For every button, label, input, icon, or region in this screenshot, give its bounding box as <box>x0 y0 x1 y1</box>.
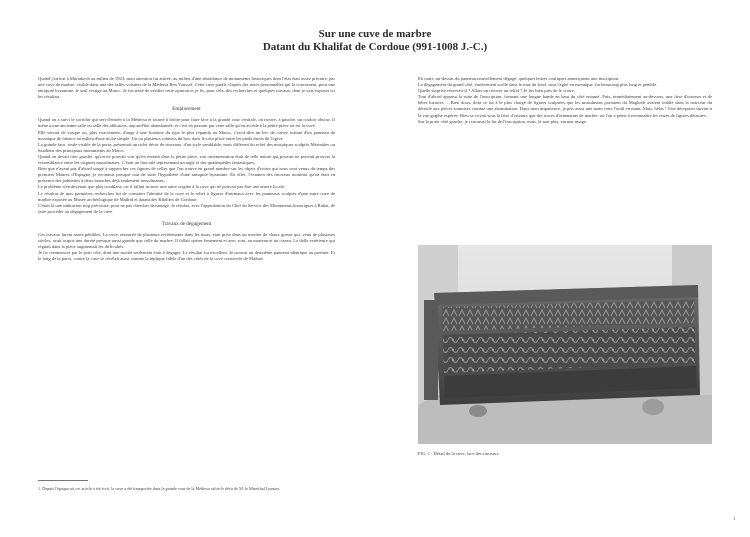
paragraph: Quelle surprise réservait-il ? Allais-on trouver un relief ? Je fus bien près de le croire. <box>418 88 575 94</box>
paragraph: Quand on devait tirer gauche, qu'on ne pouvait voir qu'en entrant dans la petite pièce, son ornementation était de telle nature qui pouvait ne pouvait prouver la ressemblance entre les origines musulmanes. C'était un lion ailé représentant un aigle et des quadrupèdes fantastiques. <box>38 153 335 166</box>
paragraph: Le résultat de mes premières recherches fut de constater l'identité de la cuve et le relief à figures d'animaux avec les panneaux sculptés d'une autre cuve de marbre exposée au Musée archéologique de Madrid et datant des Khalifes de Cordoue. <box>38 190 335 202</box>
heading-travaux: Travaux de dégagement <box>161 220 212 227</box>
title-line-2: Datant du Khalifat de Cordoue (991-1008 J.-C.) <box>262 41 488 53</box>
paragraph: Sur la porte côté gauche, je retrouvai la fin de l'inscription, mais, là non plus, aucune image. <box>418 118 588 124</box>
paragraph: Bien que n'ayant pas d'abord songé à rapprocher ces figures de celles que l'on trouve en grand nombre sur les objets d'ivoire qui nous sont venus du temps des premiers Maures d'Espagne, je reconnus presque tout de suite l'hypothèse d'une antiquité byzantine. En effet, l'examen des rinceaux montrait qu'on était en présence des palmettes à deux branches déjà seulement musulmanes. <box>38 166 335 184</box>
footnote: 1. Depuis l'époque où cet article a été écrit, la cuve a été transportée dans la grande cour de la Médersa selon le désir de M. le Maréchal Lyautey. <box>38 486 281 491</box>
figure-caption: FIG. 1 : Détail de la cuve, face des rinceaux <box>418 451 499 456</box>
paragraph: Le dégagement du grand côté, entièrement scellé dans le mur du fond, sous l'agité en mosaïque, fut beaucoup plus long et pénible. <box>418 82 658 88</box>
title-line-1: Sur une cuve de marbre <box>318 28 432 40</box>
paragraph: Le problème n'en devenait que plus troublant, car il fallait trouver une autre origine à la cuve qui ne pouvait pas être une œuvre locale. <box>38 184 286 190</box>
paragraph: Je fis commencer par le petit côté, dont une moitié seulement était à dégager. Le résultat fut excellent. Je trouvai un deuxième panneau identique au premier. Et le long de la paroi, contre la cuve se révélait aussi comme la réplique fidèle d'un des côtés de la cuve conservée de Madrid. <box>38 250 335 262</box>
paragraph: Ces travaux furent assez pénibles. La cuve, entourée de plusieurs revêtements dans les murs, était prise dans un mortier de chaux grasse qui, venu de plusieurs siècles, avait acquis une dureté presque aussi grande que celle du marbre. Il fallait opérer lentement et avec soin, au marteau et au ciseau. La dalle extérieure qui régnait dans la pièce augmentait les difficultés. <box>38 231 335 250</box>
paragraph: En outre, au-dessus du panneau nouvellement dégagé, quelques lettres coufiques annonçaient une inscription. <box>418 76 620 81</box>
paragraph: Quand on a suivi le corridor qui sert d'entrée à la Médersa et tourné à droite pour faire face à la grande cour centrale, on trouve, à gauche, un couloir obscur. Il mène à une ancienne salle ou salle des ablutions, aujourd'hui abandonnée, et c'est en passant par cette salle qu'on accède à la petite pièce où est la cuve. <box>38 117 335 129</box>
intro-paragraph: Quand j'arrivai à Marrakech au milieu de 1923, mon attention fut attirée, au milieu d'une abondance de monuments historiques dont l'état était assez précaire, par une cuve de marbre, visible dans une des salles voisines de la Médersa Ben Youssef. Cette cuve paraît, d'après des notes personnelles qui la concernent, pour une antiquité byzantine, le seul vestige au Maroc. Je fus tenté de vérifier cette opinion et je fis, pour cela, des recherches et quelques travaux, dont je vais exposer ici les résultats. <box>38 76 335 100</box>
paragraph: La grande face, seule visible de la porte, présentait un riche décor de rinceaux, d'un style semblable, mais différent du relief des mosaïques sculptés Mérinides ou Saadiens des principaux monuments du Maroc. <box>38 141 335 153</box>
left-column <box>38 76 335 262</box>
basin-illustration <box>418 245 712 444</box>
marble-basin-photo <box>418 245 712 444</box>
paragraph: C'était là une indication trop précieuse, pour ne pas chercher davantage. Je résolus, avec l'approbation du Chef du Service des Monuments historiques à Rabat, de faire procéder au dégagement de la cuve. <box>38 202 335 214</box>
paragraph: Elle servait de vasque ou, plus exactement, d'auge à une fontaine du type le plus répandu au Maroc, c'est-à-dire un bec de cuivre sortant d'un panneau de mosaïque de faïence au milieu d'une niche simple. Un ou plusieurs robinets du bas, dans le coin placé entre les pieds droits de l'ogive. <box>38 129 335 141</box>
heading-emplacement: Emplacement <box>172 106 201 113</box>
page-number: 1 <box>733 516 736 521</box>
article-title <box>0 28 750 54</box>
footnote-rule <box>38 480 88 481</box>
paragraph: Tout d'abord apparut la suite de l'inscription, formant une longue bande en haut du côté entamé. Puis, immédiatement au-dessous, une frise d'oiseaux et de bêtes bizarres ... Bien doux, dont ce fut à le plus chargé de figures sculptées que les musulmans portaient du Maghreb avaient oublié dans la noirceur du déroulé aux pièces soumises comme une abomination. Dans mon impatience, je pris aussi une main cette l'outil en main. Mais, hélas ! Une déception survint à la vue graphe espérée. Bien se voyait sous la frise d'oiseaux que des traces d'ornements de marbre, où l'on a peine à reconnaître les restes de figures détruites. <box>418 94 712 118</box>
right-column <box>418 76 712 125</box>
